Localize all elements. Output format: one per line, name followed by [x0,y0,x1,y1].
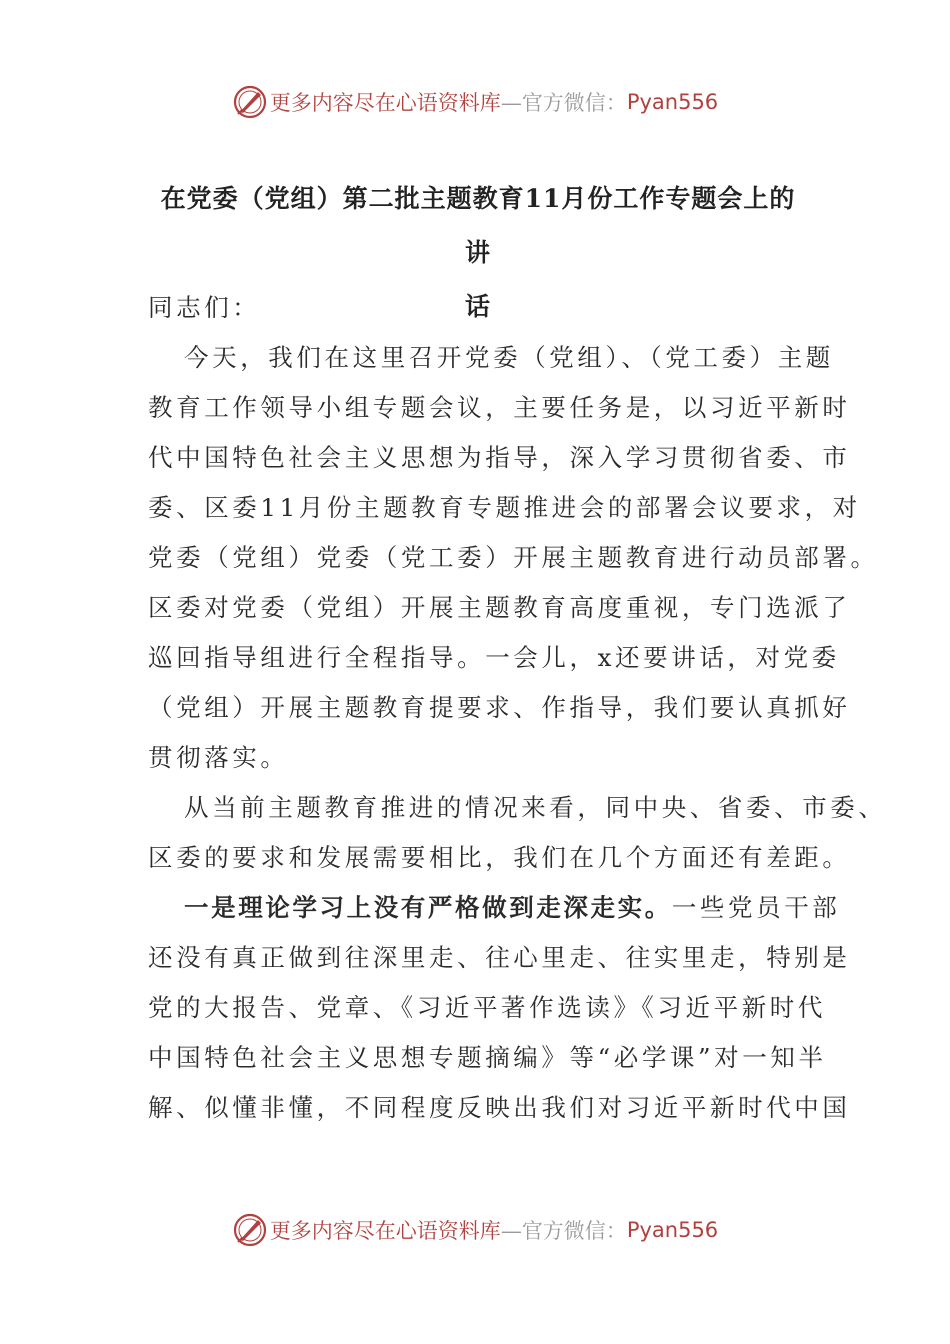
title-line-2: 话 [464,292,491,321]
salutation: 同志们： [148,293,261,322]
banner-text-wechat-label: —官方微信： [500,91,627,115]
banner-text-library: 更多内容尽在心语资料库 [269,1219,501,1243]
paragraph-line: 解、似懂非懂，不同程度反映出我们对习近平新时代中国 [148,1093,851,1122]
paragraph-line: 巡回指导组进行全程指导。一会儿，x还要讲话，对党委 [148,643,840,672]
quill-logo-icon [232,84,268,120]
header-watermark-banner [0,82,950,122]
paragraph-line: 党委（党组）党委（党工委）开展主题教育进行动员部署。 [148,543,879,572]
title-line-1: 在党委（党组）第二批主题教育11月份工作专题会上的讲 [160,184,796,267]
banner-text-wechat-id: Pyan556 [626,90,719,114]
banner-text-wechat-id: Pyan556 [626,1218,719,1242]
bold-point-heading: 一是理论学习上没有严格做到走深走实。 [184,893,672,922]
footer-watermark-banner [0,1210,950,1250]
paragraph-line: 中国特色社会主义思想专题摘编》等“必学课”对一知半 [148,1043,827,1072]
paragraph-line: 党的大报告、党章、《习近平著作选读》《习近平新时代 [148,993,826,1022]
paragraph-line: 今天，我们在这里召开党委（党组）、（党工委）主题 [184,343,834,372]
banner-text-library: 更多内容尽在心语资料库 [269,91,501,115]
paragraph-line: 还没有真正做到往深里走、往心里走、往实里走，特别是 [148,943,851,972]
paragraph-line: 教育工作领导小组专题会议，主要任务是，以习近平新时 [148,393,851,422]
paragraph-line: 从当前主题教育推进的情况来看，同中央、省委、市委、 [184,793,887,822]
paragraph-line: 代中国特色社会主义思想为指导，深入学习贯彻省委、市 [148,443,851,472]
document-body [148,283,887,1133]
quill-logo-icon [232,1212,268,1248]
paragraph-line: 区委对党委（党组）开展主题教育高度重视，专门选派了 [148,593,851,622]
paragraph-text: 一些党员干部 [671,893,841,922]
paragraph-line: 贯彻落实。 [148,743,289,772]
paragraph-line: （党组）开展主题教育提要求、作指导，我们要认真抓好 [148,693,851,722]
paragraph-line: 区委的要求和发展需要相比，我们在几个方面还有差距。 [148,843,851,872]
paragraph-line: 委、区委11月份主题教育专题推进会的部署会议要求，对 [148,493,861,522]
banner-text-wechat-label: —官方微信： [500,1219,627,1243]
paragraph-line [148,883,841,933]
